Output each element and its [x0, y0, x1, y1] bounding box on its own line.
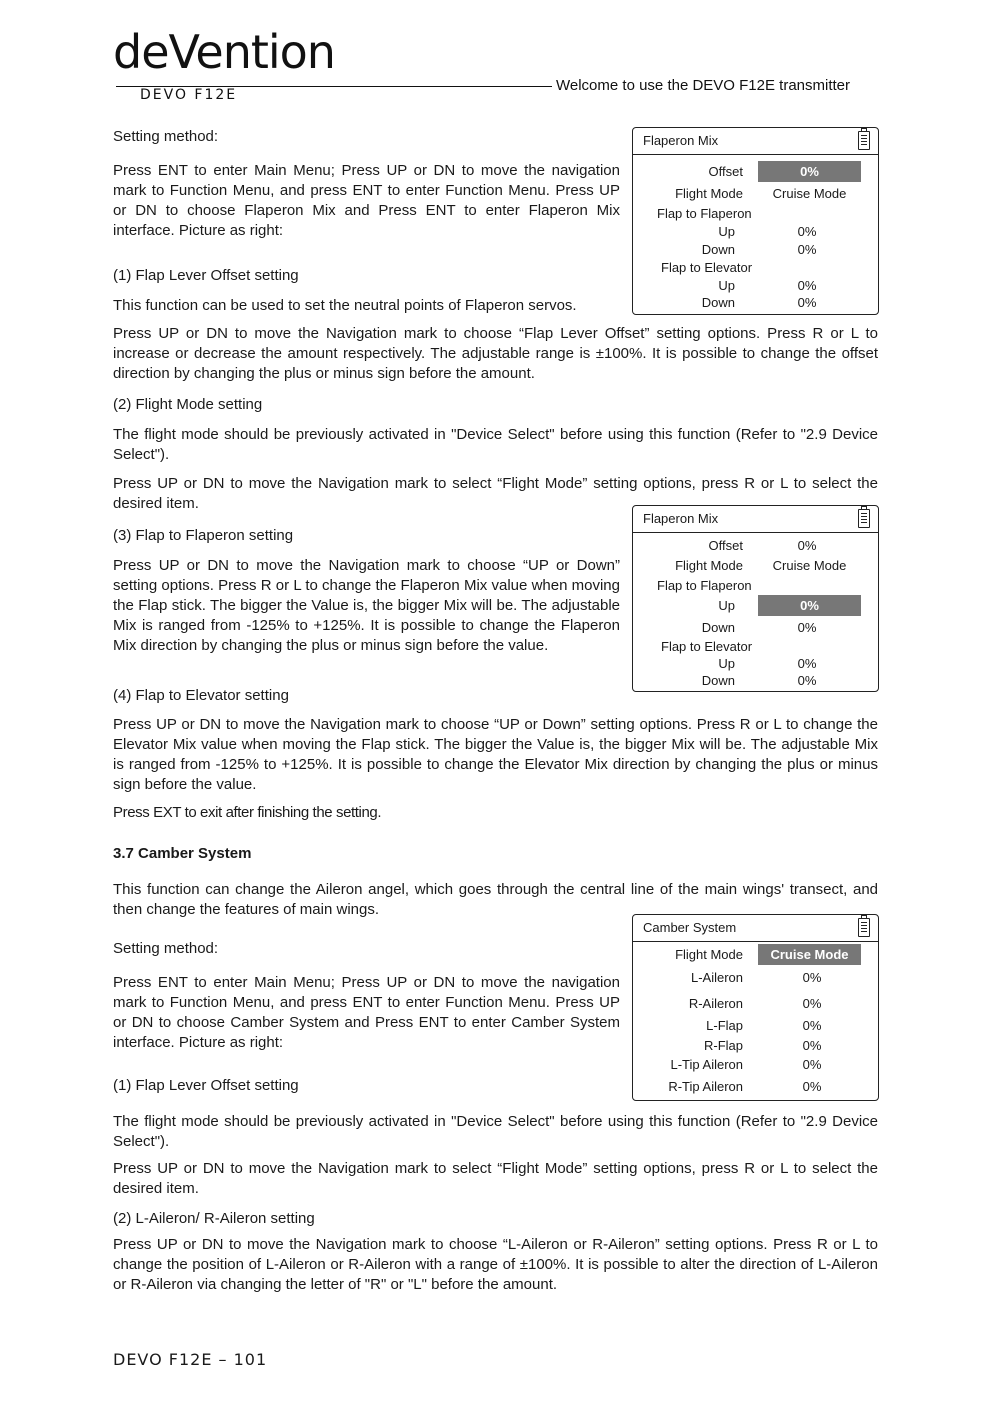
- r-tip-aileron-label: R-Tip Aileron: [668, 1079, 743, 1094]
- section-title: 3.7 Camber System: [113, 845, 252, 862]
- l-tip-aileron-label: L-Tip Aileron: [670, 1057, 743, 1072]
- l-aileron-label: L-Aileron: [690, 970, 743, 985]
- offset-heading: (1) Flap Lever Offset setting: [113, 267, 299, 284]
- ftf-up-value[interactable]: 0%: [797, 224, 817, 239]
- offset-heading-2: (1) Flap Lever Offset setting: [113, 1077, 299, 1094]
- setting-method-heading: Setting method:: [113, 128, 219, 145]
- offset-value[interactable]: 0%: [758, 161, 861, 182]
- ftf-down-value[interactable]: 0%: [797, 620, 817, 635]
- r-aileron-label: R-Aileron: [688, 996, 743, 1011]
- screen-title: Flaperon Mix: [643, 133, 719, 148]
- ftf-down-label: Down: [701, 242, 735, 257]
- offset-paragraph-1: This function can be used to set the neutral points of Flaperon servos.: [113, 297, 577, 314]
- offset-label: Offset: [708, 164, 743, 179]
- l-flap-value[interactable]: 0%: [802, 1018, 822, 1033]
- brand-logo: deVention: [113, 25, 335, 79]
- offset-paragraph-2: Press UP or DN to move the Navigation mark to choose “Flap Lever Offset” setting options. Press R or L to increase or decrease the amount respectively. The adjustable range is ±100%. It is possible to change the offset direction by changing the plus or minus sign before the amount.: [113, 325, 878, 382]
- flight-mode-label: Flight Mode: [675, 558, 743, 573]
- flap-to-flaperon-label: Flap to Flaperon: [657, 578, 752, 593]
- flight-mode-value[interactable]: Cruise Mode: [758, 944, 861, 965]
- flight-mode-value[interactable]: Cruise Mode: [772, 558, 847, 573]
- camber-paragraph: This function can change the Aileron angel, which goes through the central line of the main wings' transect, and then change the features of main wings.: [113, 881, 878, 918]
- aileron-paragraph: Press UP or DN to move the Navigation mark to choose “L-Aileron or R-Aileron” setting options. Press R or L to change the position of L-Aileron or R-Aileron with a range of ±100%. It is possible to alter the direction of L-Aileron or R-Aileron via changing the letter of "R" or "L" before the amount.: [113, 1236, 878, 1293]
- flaperon-mix-screen-1: [632, 127, 879, 315]
- fte-down-value[interactable]: 0%: [797, 673, 817, 688]
- fte-down-value[interactable]: 0%: [797, 295, 817, 310]
- fte-up-value[interactable]: 0%: [797, 278, 817, 293]
- flap-elevator-heading: (4) Flap to Elevator setting: [113, 687, 289, 704]
- flight-mode-label: Flight Mode: [675, 947, 743, 962]
- camber-system-screen: [632, 914, 879, 1101]
- l-flap-label: L-Flap: [706, 1018, 743, 1033]
- flap-to-elevator-label: Flap to Elevator: [661, 260, 753, 275]
- flap-flaperon-paragraph: Press UP or DN to move the Navigation mark to choose “UP or Down” setting options. Press R or L to change the Flaperon Mix value when moving the Flap stick. The bigger the Value is, the bigger Mix will be. The adjustable Mix is ranged from -125% to +125%. It is possible to change the Flaperon Mix direction by changing the plus or minus sign before the value.: [113, 557, 620, 654]
- flight-mode-value[interactable]: Cruise Mode: [772, 186, 847, 201]
- ftf-down-value[interactable]: 0%: [797, 242, 817, 257]
- intro-paragraph: Press ENT to enter Main Menu; Press UP or DN to move the navigation mark to Function Menu, and press ENT to enter Function Menu. Press UP or DN to choose Flaperon Mix and Press ENT to enter Flaperon Mix interface. Picture as right:: [113, 162, 620, 239]
- flaperon-mix-screen-2: [632, 505, 879, 692]
- aileron-heading: (2) L-Aileron/ R-Aileron setting: [113, 1210, 315, 1227]
- battery-icon: [858, 918, 870, 937]
- flight-mode-paragraph-1: The flight mode should be previously activated in "Device Select" before using this function (Refer to "2.9 Device Select").: [113, 426, 878, 463]
- flap-to-elevator-label: Flap to Elevator: [661, 639, 753, 654]
- camber-flight-mode-paragraph-2: Press UP or DN to move the Navigation mark to select “Flight Mode” setting options, press R or L to select the desired item.: [113, 1160, 878, 1197]
- flap-to-flaperon-label: Flap to Flaperon: [657, 206, 752, 221]
- model-name: DEVO F12E: [140, 87, 238, 103]
- r-flap-value[interactable]: 0%: [802, 1038, 822, 1053]
- battery-icon: [858, 131, 870, 150]
- fte-up-label: Up: [718, 278, 735, 293]
- offset-label: Offset: [708, 538, 743, 553]
- intro-paragraph-2: Press ENT to enter Main Menu; Press UP or DN to move the navigation mark to Function Menu, and press ENT to enter Function Menu. Press UP or DN to choose Camber System and Press ENT to enter Camber System interface. Picture as right:: [113, 974, 620, 1051]
- fte-up-value[interactable]: 0%: [797, 656, 817, 671]
- r-tip-aileron-value[interactable]: 0%: [802, 1079, 822, 1094]
- ftf-up-label: Up: [718, 224, 735, 239]
- header-tagline: Welcome to use the DEVO F12E transmitter: [556, 77, 851, 94]
- flight-mode-label: Flight Mode: [675, 186, 743, 201]
- r-aileron-value[interactable]: 0%: [802, 996, 822, 1011]
- screen-title: Flaperon Mix: [643, 511, 719, 526]
- page-footer: DEVO F12E – 101: [113, 1350, 268, 1369]
- exit-paragraph: Press EXT to exit after finishing the setting.: [113, 804, 382, 821]
- screen-title: Camber System: [643, 920, 737, 935]
- r-flap-label: R-Flap: [703, 1038, 743, 1053]
- fte-down-label: Down: [701, 673, 735, 688]
- flight-mode-paragraph-2: Press UP or DN to move the Navigation mark to select “Flight Mode” setting options, press R or L to select the desired item.: [113, 475, 878, 512]
- flap-elevator-paragraph: Press UP or DN to move the Navigation mark to choose “UP or Down” setting options. Press R or L to change the Elevator Mix value when moving the Flap stick. The bigger the Value is, the bigger Mix will be. The adjustable Mix is ranged from -125% to +125%. It is possible to change the Elevator Mix direction by changing the plus or minus sign before the value.: [113, 716, 878, 793]
- screen-title-bar: [633, 506, 878, 533]
- flap-flaperon-heading: (3) Flap to Flaperon setting: [113, 527, 294, 544]
- screen-title-bar: [633, 128, 878, 155]
- battery-icon: [858, 509, 870, 528]
- camber-flight-mode-paragraph-1: The flight mode should be previously activated in "Device Select" before using this function (Refer to "2.9 Device Select").: [113, 1113, 878, 1150]
- fte-up-label: Up: [718, 656, 735, 671]
- setting-method-heading-2: Setting method:: [113, 940, 219, 957]
- ftf-down-label: Down: [701, 620, 735, 635]
- ftf-up-label: Up: [718, 598, 735, 613]
- l-aileron-value[interactable]: 0%: [802, 970, 822, 985]
- screen-title-bar: [633, 915, 878, 942]
- fte-down-label: Down: [701, 295, 735, 310]
- flight-mode-heading: (2) Flight Mode setting: [113, 396, 263, 413]
- ftf-up-value[interactable]: 0%: [758, 595, 861, 616]
- l-tip-aileron-value[interactable]: 0%: [802, 1057, 822, 1072]
- offset-value[interactable]: 0%: [797, 538, 817, 553]
